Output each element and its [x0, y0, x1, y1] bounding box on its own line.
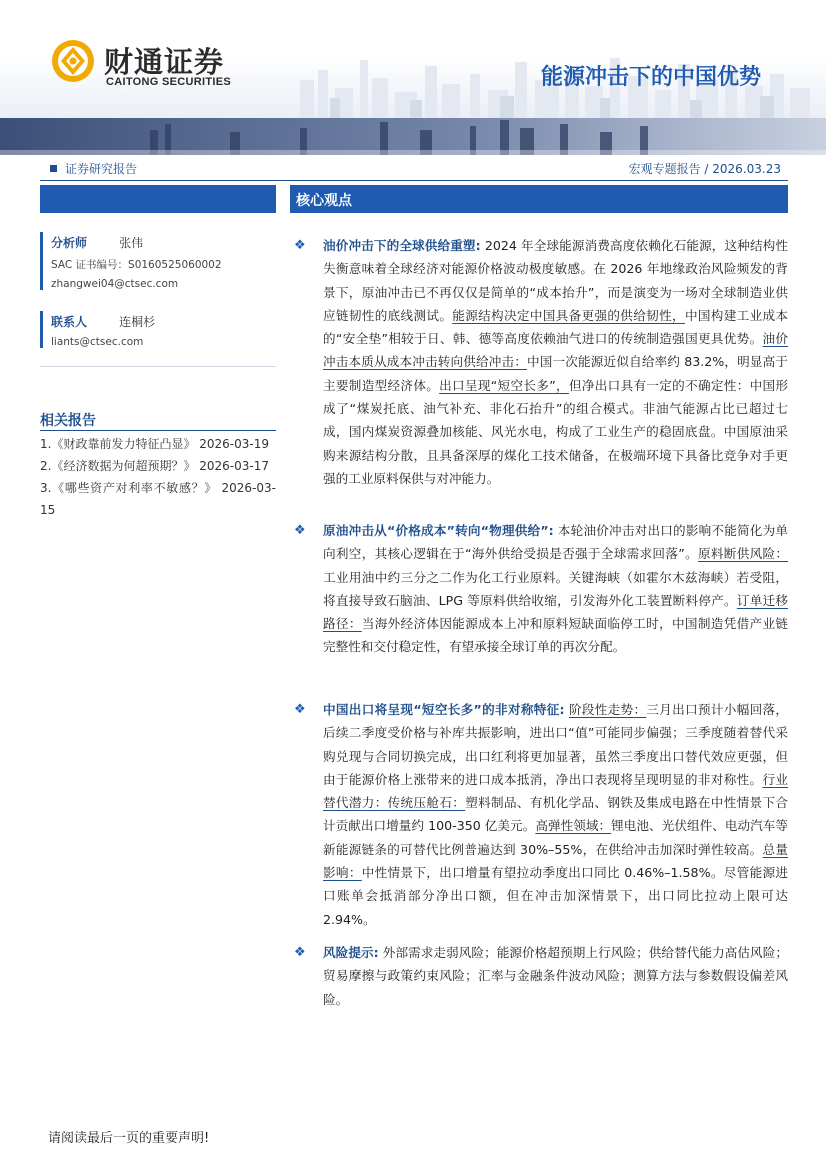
subheader-divider [40, 180, 788, 181]
core-point-sentence: 本轮油价冲击对出口的影响不能简化为单向利空，其核心逻辑在于“海外供给受损是否强于全球需求回落”。 [323, 523, 788, 562]
core-point-subheading: 能源结构决定中国具备更强的供给韧性， [452, 307, 685, 323]
core-point-sentence: 但净出口具有一定的不确定性：中国形成了“煤炭托底、油气补充、非化石抬升”的组合模式。非油气能源占比已超过七成，国内煤炭资源叠加核能、风光水电，构成了工业生产的稳固底盘。中国原油采购来源结构分散，且具备深厚的煤化工技术储备，在极端环境下具备比竞争对手更强的工业原料保供与对冲能力。 [323, 377, 789, 486]
core-point [294, 234, 788, 490]
report-type-label [50, 160, 137, 177]
core-views-title: 核心观点 [296, 193, 352, 209]
core-point-subheading: 原料断供风险： [697, 546, 789, 562]
core-point-sentence: 2024 年全球能源消费高度依赖化石能源，这种结构性失衡意味着全球经济对能源价格波动极度敏感。在 2026 年地缘政治风险频发的背景下，原油冲击已不再仅仅是简单的“成本抬升”，而是演变为一场对全球制造业供应链韧性的底线测试。 [323, 238, 788, 323]
core-point-subheading: 油价冲击本质从成本冲击转向供给冲击： [323, 331, 788, 370]
related-reports-divider [40, 430, 276, 431]
contact-label: 联系人 [51, 315, 88, 329]
core-point-heading: 中国出口将呈现“短空长多”的非对称特征: [323, 702, 565, 717]
core-point-body [323, 945, 788, 1007]
contact-info [40, 311, 276, 348]
analyst-info [40, 232, 276, 290]
analyst-name: 张伟 [119, 236, 144, 250]
analyst-label: 分析师 [51, 236, 88, 250]
core-point [294, 698, 788, 931]
report-type-text: 证券研究报告 [65, 162, 138, 176]
logo-english-name: CAITONG SECURITIES [106, 76, 231, 88]
core-point-sentence: 中国构建工业成本的“安全垫”相较于日、韩、德等高度依赖油气进口的传统制造强国更具优势。 [323, 307, 789, 347]
diamond-bullet-icon: ❖ [294, 523, 306, 538]
analyst-email[interactable]: zhangwei04@ctsec.com [51, 278, 179, 290]
contact-email[interactable]: liants@ctsec.com [51, 336, 144, 348]
core-point-subheading: 阶段性走势： [568, 702, 647, 717]
core-point-heading: 原油冲击从“价格成本”转向“物理供给”: [323, 523, 554, 538]
core-point [294, 519, 788, 659]
core-point-sentence: 中国一次能源近似自给率约 83.2%，明显高于主要制造型经济体。 [323, 354, 789, 393]
caitong-logo-icon [50, 38, 96, 84]
core-point-sentence: 工业用油中约三分之二作为化工行业原料。关键海峡（如霍尔木兹海峡）若受阻，将直接导致石脑油、LPG 等原料供给收缩，引发海外化工装置断料停产。 [323, 569, 788, 608]
related-report-item[interactable]: 2.《经济数据为何超预期？》 2026-03-17 [40, 459, 270, 473]
report-title: 能源冲击下的中国优势 [540, 65, 761, 90]
related-reports-title: 相关报告 [40, 413, 96, 429]
related-report-item[interactable]: 1.《财政靠前发力特征凸显》 2026-03-19 [40, 437, 270, 451]
core-point-sentence: 外部需求走弱风险；能源价格超预期上行风险；供给替代能力高估风险；贸易摩擦与政策约束风险；汇率与金融条件波动风险；测算方法与参数假设偏差风险。 [323, 945, 788, 1007]
core-point-subheading: 总量影响： [323, 841, 788, 881]
logo-chinese-name: 财通证券 [104, 45, 225, 79]
core-point [294, 941, 788, 1011]
core-views-bar [290, 185, 788, 213]
diamond-bullet-icon: ❖ [294, 702, 306, 717]
report-category-date: 宏观专题报告 / 2026.03.23 [628, 162, 781, 176]
core-point-sentence: 当海外经济体因能源成本上冲和原料短缺面临停工时，中国制造凭借产业链完整性和交付稳定性，有望承接全球订单的再次分配。 [323, 616, 789, 655]
square-bullet-icon [50, 165, 57, 172]
core-point-text [323, 234, 788, 490]
core-point-subheading: 订单迁移路径： [323, 592, 789, 632]
core-point-sentence: 中性情景下，出口增量有望拉动季度出口同比 0.46%–1.58%。尽管能源进口账单会抵消部分净出口额，但在冲击加深情景下，出口同比拉动上限可达 2.94%。 [323, 865, 788, 927]
related-reports-list [40, 433, 276, 521]
core-point-text [323, 519, 788, 659]
related-report-item[interactable]: 3.《哪些资产对利率不敏感？》 2026-03-15 [40, 481, 276, 517]
core-point-subheading: 行业替代潜力：传统压舱石： [323, 771, 789, 811]
core-point-text [323, 941, 788, 1011]
core-point-body [323, 523, 788, 654]
core-point-body [323, 702, 788, 927]
core-point-sentence: 三月出口预计小幅回落，后续二季度受价格与补库共振影响，进出口“值”可能同步偏强；三季度随着替代采购兑现与合同切换完成，出口红利将更加显著，虽然三季度出口替代效应更强，但由于能源价格上涨带来的进口成本抵消，净出口表现将呈现明显的非对称性。 [323, 702, 789, 787]
sidebar-header-bar [40, 185, 276, 213]
sidebar-divider [40, 366, 276, 367]
diamond-bullet-icon: ❖ [294, 238, 306, 253]
core-point-sentence: 塑料制品、有机化学品、钢铁及集成电路在中性情景下合计贡献出口增量约 100-350 亿美元。 [323, 795, 789, 834]
contact-name: 连桐杉 [119, 315, 156, 329]
core-point-subheading: 高弹性领域： [535, 818, 612, 834]
core-point-body [323, 238, 788, 486]
core-point-heading: 风险提示: [323, 945, 379, 960]
core-point-heading: 油价冲击下的全球供给重塑: [323, 238, 481, 253]
diamond-bullet-icon: ❖ [294, 945, 306, 960]
core-point-text [323, 698, 788, 931]
analyst-certificate: SAC 证书编号：S0160525060002 [51, 259, 222, 271]
core-point-sentence: 锂电池、光伏组件、电动汽车等新能源链条的可替代比例普遍达到 30%–55%，在供给冲击加深时弹性较高。 [323, 818, 788, 857]
core-point-subheading: 出口呈现“短空长多”， [439, 377, 569, 393]
report-header [0, 0, 826, 155]
disclaimer-footer: 请阅读最后一页的重要声明! [48, 1131, 210, 1146]
